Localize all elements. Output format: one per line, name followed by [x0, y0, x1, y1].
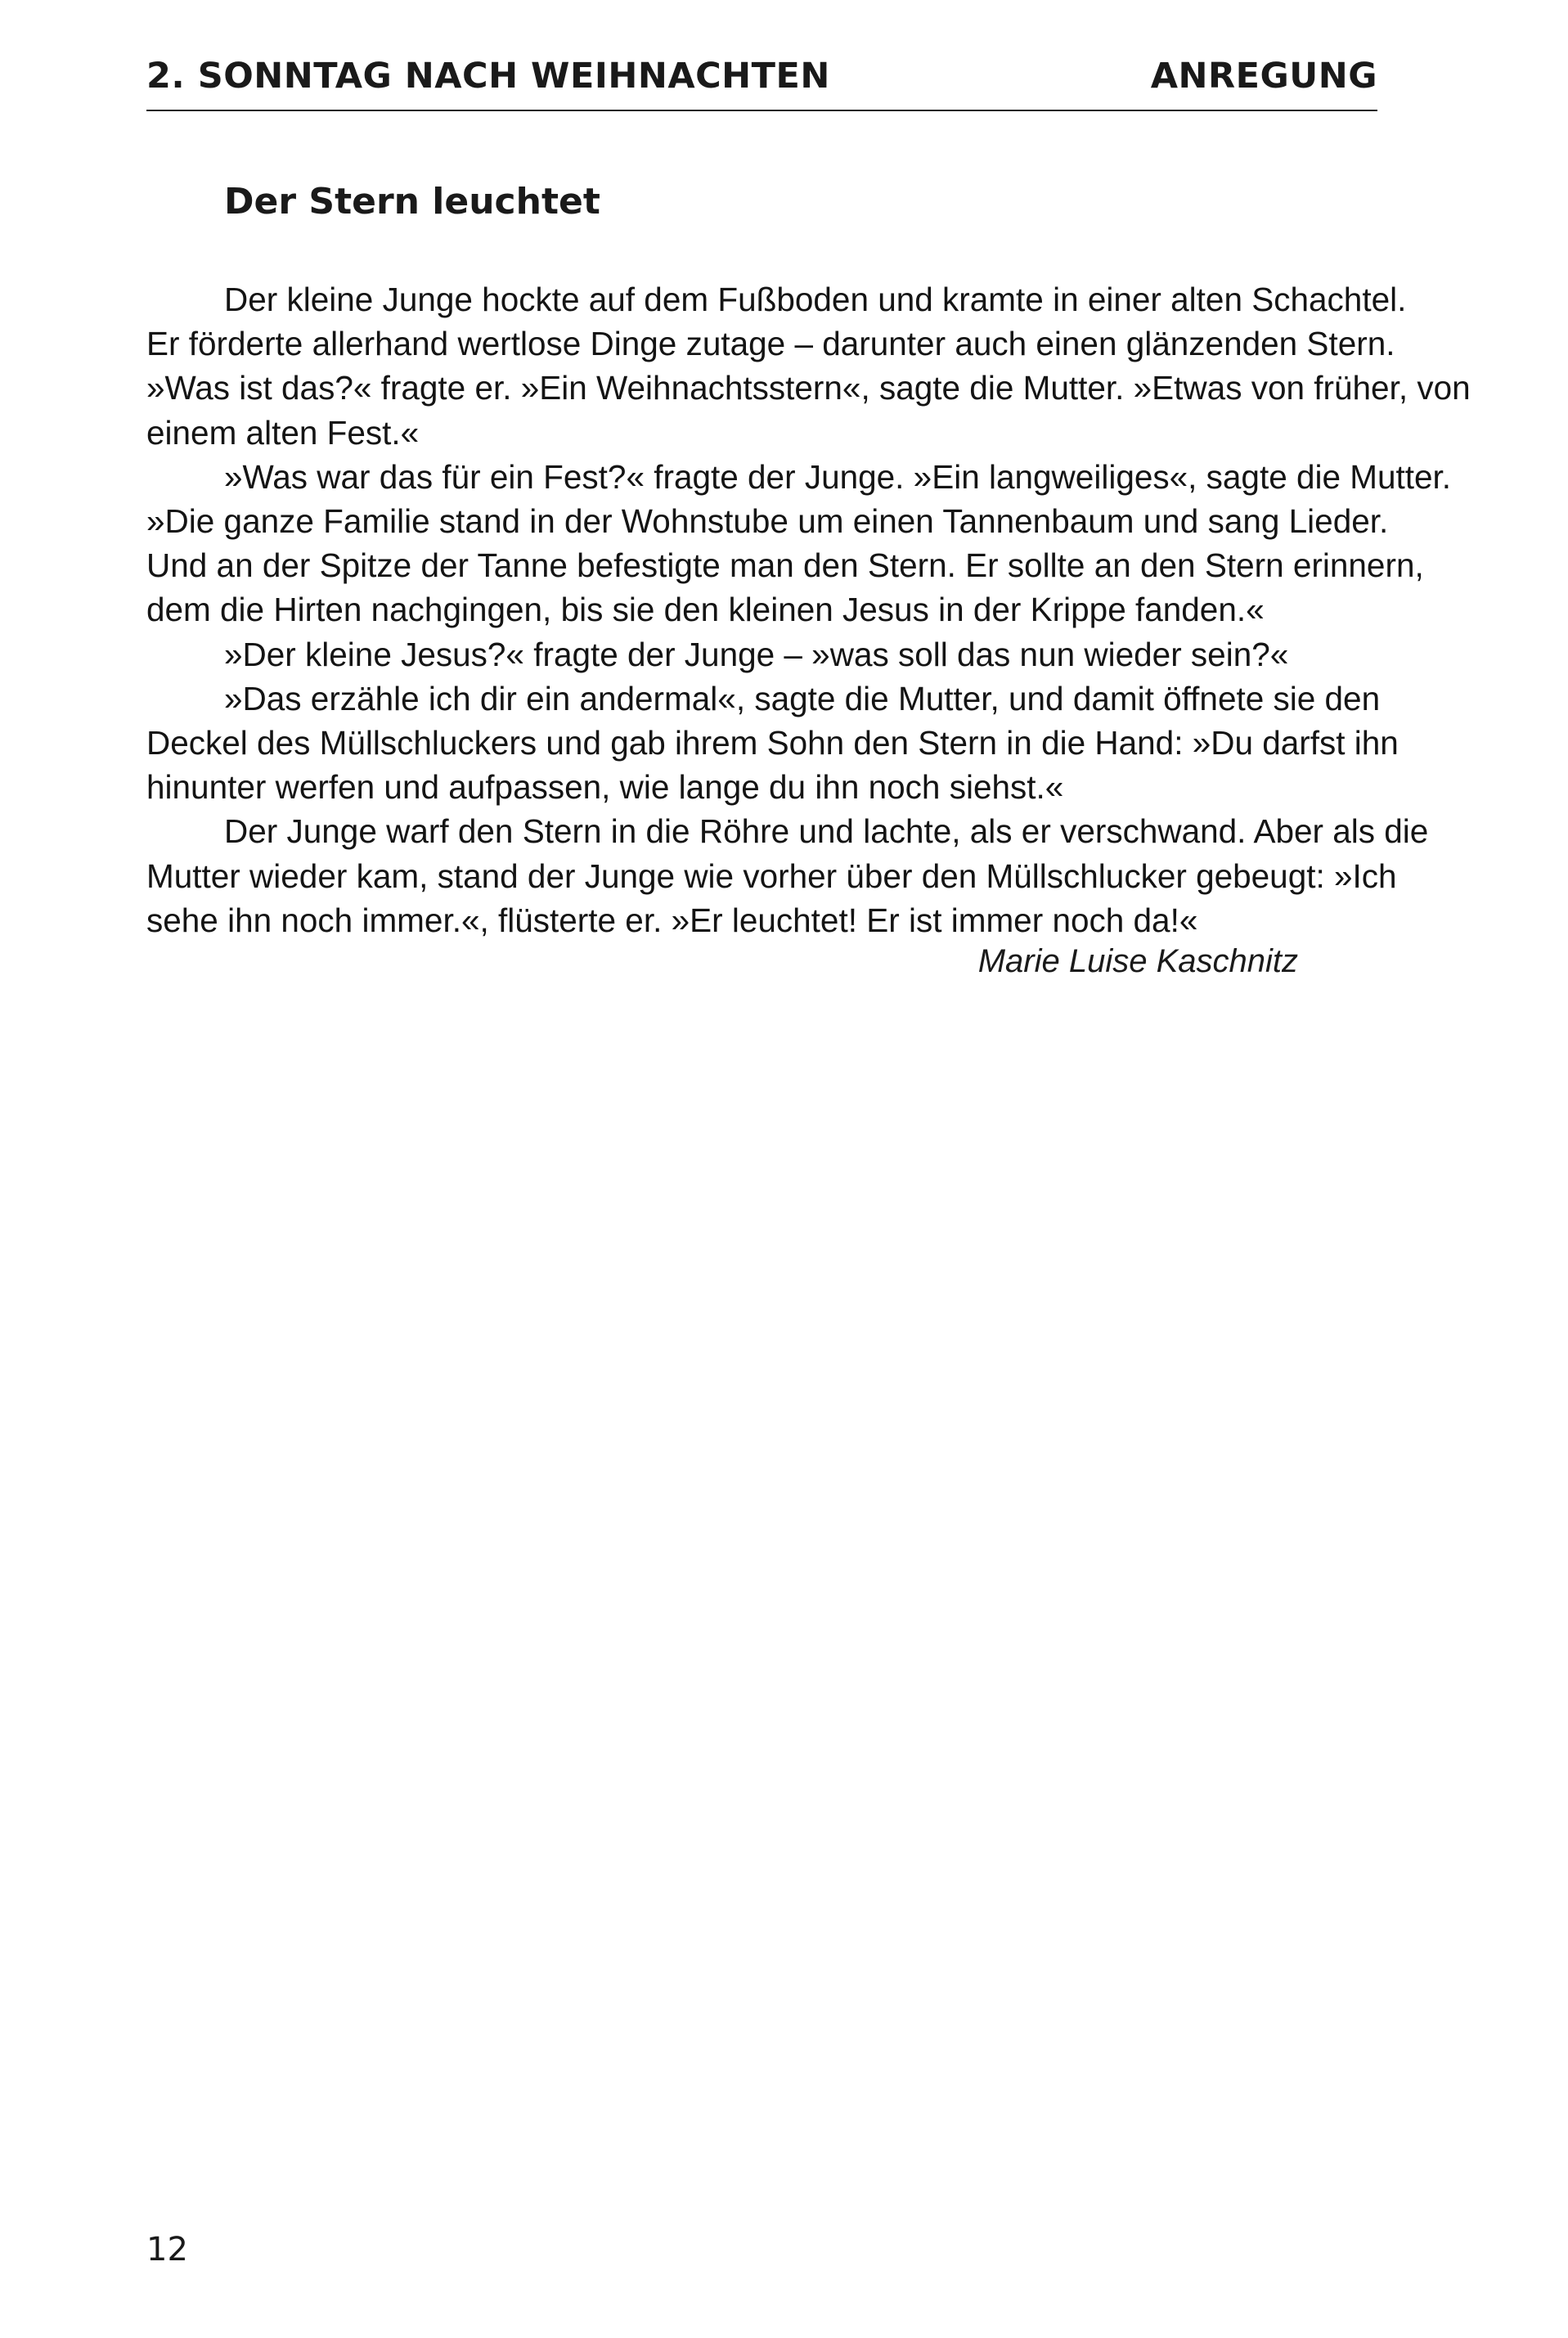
- text-line: »Was war das für ein Fest?« fragte der Junge. »Ein langweiliges«, sagte die Mutter.: [224, 457, 1452, 496]
- section-label: ANREGUNG: [1150, 56, 1377, 97]
- page-number: 12: [146, 2231, 188, 2268]
- text-line: »Was ist das?« fragte er. »Ein Weihnachtsstern«, sagte die Mutter. »Etwas von früher, von: [146, 369, 1471, 407]
- text-line: hinunter werfen und aufpassen, wie lange du ihn noch siehst.«: [146, 768, 1064, 807]
- article-body: [146, 277, 1471, 942]
- text-line: »Das erzähle ich dir ein andermal«, sagte die Mutter, und damit öffnete sie den: [224, 679, 1381, 717]
- text-line: einem alten Fest.«: [146, 413, 420, 452]
- article-title: Der Stern leuchtet: [224, 181, 600, 223]
- paragraph: [146, 455, 1452, 632]
- text-line: Er förderte allerhand wertlose Dinge zutage – darunter auch einen glänzenden Stern.: [146, 325, 1395, 363]
- paragraph: [146, 277, 1471, 455]
- text-line: »Die ganze Familie stand in der Wohnstube um einen Tannenbaum und sang Lieder.: [146, 502, 1389, 541]
- text-line: Und an der Spitze der Tanne befestigte man den Stern. Er sollte an den Stern erinnern,: [146, 546, 1424, 585]
- text-line: Der Junge warf den Stern in die Röhre und lachte, als er verschwand. Aber als die: [224, 812, 1429, 851]
- author-credit: Marie Luise Kaschnitz: [977, 943, 1298, 979]
- paragraph: [146, 677, 1399, 810]
- running-header: [146, 54, 1377, 111]
- text-line: Deckel des Müllschluckers und gab ihrem Sohn den Stern in die Hand: »Du darfst ihn: [146, 724, 1399, 762]
- text-line: Der kleine Junge hockte auf dem Fußboden und kramte in einer alten Schachtel.: [224, 281, 1407, 318]
- text-line: sehe ihn noch immer.«, flüsterte er. »Er leuchtet! Er ist immer noch da!«: [146, 901, 1198, 939]
- chapter-title: 2. SONNTAG NACH WEIHNACHTEN: [146, 56, 830, 97]
- paragraph: [146, 632, 1377, 677]
- text-line: dem die Hirten nachgingen, bis sie den kleinen Jesus in der Krippe fanden.«: [146, 591, 1265, 629]
- text-line: Mutter wieder kam, stand der Junge wie vorher über den Müllschlucker gebeugt: »Ich: [146, 857, 1397, 895]
- text-line: »Der kleine Jesus?« fragte der Junge – »was soll das nun wieder sein?«: [224, 635, 1289, 673]
- paragraph: [146, 809, 1429, 942]
